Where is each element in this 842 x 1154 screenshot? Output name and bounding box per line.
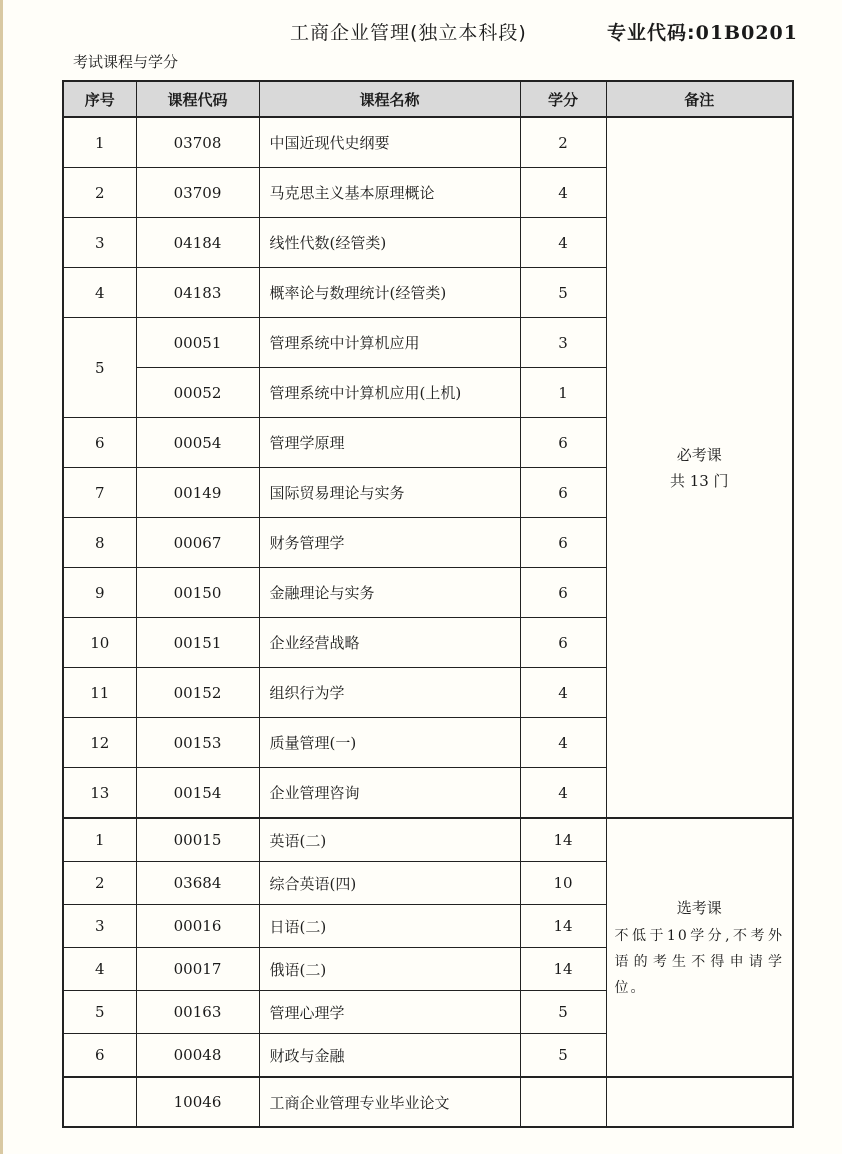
row-credit: 6 <box>520 468 606 518</box>
row-credit: 4 <box>520 768 606 819</box>
required-remark <box>606 117 793 818</box>
row-credit: 14 <box>520 905 606 948</box>
row-no: 7 <box>63 468 136 518</box>
table-row <box>63 117 793 168</box>
row-code: 00150 <box>136 568 259 618</box>
row-credit: 4 <box>520 718 606 768</box>
row-code: 00067 <box>136 518 259 568</box>
row-code: 03709 <box>136 168 259 218</box>
row-credit: 4 <box>520 168 606 218</box>
row-code: 00152 <box>136 668 259 718</box>
row-name: 管理学原理 <box>259 418 520 468</box>
row-credit: 6 <box>520 518 606 568</box>
page-edge <box>0 0 3 1154</box>
row-name: 国际贸易理论与实务 <box>259 468 520 518</box>
row-credit: 1 <box>520 368 606 418</box>
row-name: 概率论与数理统计(经管类) <box>259 268 520 318</box>
required-remark-line2: 共 13 门 <box>669 471 729 490</box>
row-name: 线性代数(经管类) <box>259 218 520 268</box>
row-name: 组织行为学 <box>259 668 520 718</box>
row-credit: 4 <box>520 218 606 268</box>
elective-remark <box>606 818 793 1077</box>
row-code: 03708 <box>136 117 259 168</box>
row-credit: 14 <box>520 818 606 862</box>
page-title: 工商企业管理(独立本科段) <box>290 22 527 44</box>
major-code-label: 专业代码: <box>607 22 696 44</box>
row-name: 日语(二) <box>259 905 520 948</box>
row-no: 13 <box>63 768 136 819</box>
col-header-remark: 备注 <box>606 81 793 117</box>
row-code: 00051 <box>136 318 259 368</box>
row-no: 3 <box>63 218 136 268</box>
row-code: 00151 <box>136 618 259 668</box>
row-name: 俄语(二) <box>259 948 520 991</box>
row-code: 00054 <box>136 418 259 468</box>
row-name: 财务管理学 <box>259 518 520 568</box>
row-name: 企业管理咨询 <box>259 768 520 819</box>
page-header <box>0 16 842 52</box>
course-table <box>62 80 794 1128</box>
row-credit: 6 <box>520 568 606 618</box>
row-code: 04184 <box>136 218 259 268</box>
section-subtitle: 考试课程与学分 <box>73 53 179 71</box>
row-name: 工商企业管理专业毕业论文 <box>259 1077 520 1127</box>
row-no <box>63 1077 136 1127</box>
row-no: 2 <box>63 862 136 905</box>
row-credit: 10 <box>520 862 606 905</box>
row-no: 5 <box>63 318 136 418</box>
elective-remark-note: 不低于10学分,不考外语的考生不得申请学位。 <box>614 927 784 996</box>
row-no: 5 <box>63 991 136 1034</box>
row-credit: 5 <box>520 991 606 1034</box>
row-credit <box>520 1077 606 1127</box>
row-name: 金融理论与实务 <box>259 568 520 618</box>
row-no: 1 <box>63 117 136 168</box>
row-code: 00154 <box>136 768 259 819</box>
row-remark <box>606 1077 793 1127</box>
row-credit: 2 <box>520 117 606 168</box>
row-code: 03684 <box>136 862 259 905</box>
row-credit: 5 <box>520 1034 606 1078</box>
row-no: 4 <box>63 948 136 991</box>
row-no: 8 <box>63 518 136 568</box>
col-header-no: 序号 <box>63 81 136 117</box>
col-header-code: 课程代码 <box>136 81 259 117</box>
col-header-credit: 学分 <box>520 81 606 117</box>
row-name: 企业经营战略 <box>259 618 520 668</box>
row-code: 00048 <box>136 1034 259 1078</box>
row-no: 1 <box>63 818 136 862</box>
row-name: 中国近现代史纲要 <box>259 117 520 168</box>
row-code: 04183 <box>136 268 259 318</box>
col-header-name: 课程名称 <box>259 81 520 117</box>
row-code: 00015 <box>136 818 259 862</box>
table-row <box>63 818 793 862</box>
row-credit: 14 <box>520 948 606 991</box>
elective-remark-title: 选考课 <box>676 898 722 917</box>
row-name: 马克思主义基本原理概论 <box>259 168 520 218</box>
row-no: 10 <box>63 618 136 668</box>
row-no: 4 <box>63 268 136 318</box>
major-code-value: 01B0201 <box>695 22 798 44</box>
row-no: 12 <box>63 718 136 768</box>
row-no: 9 <box>63 568 136 618</box>
table-header-row <box>63 81 793 117</box>
row-credit: 4 <box>520 668 606 718</box>
row-no: 11 <box>63 668 136 718</box>
row-code: 00017 <box>136 948 259 991</box>
row-code: 00016 <box>136 905 259 948</box>
row-no: 2 <box>63 168 136 218</box>
row-no: 3 <box>63 905 136 948</box>
row-code: 00163 <box>136 991 259 1034</box>
row-name: 管理心理学 <box>259 991 520 1034</box>
row-credit: 6 <box>520 618 606 668</box>
row-no: 6 <box>63 1034 136 1078</box>
row-name: 管理系统中计算机应用(上机) <box>259 368 520 418</box>
table-row-thesis <box>63 1077 793 1127</box>
required-remark-line1: 必考课 <box>676 445 722 464</box>
row-credit: 3 <box>520 318 606 368</box>
row-name: 管理系统中计算机应用 <box>259 318 520 368</box>
row-code: 00153 <box>136 718 259 768</box>
row-name: 质量管理(一) <box>259 718 520 768</box>
row-name: 综合英语(四) <box>259 862 520 905</box>
row-code: 00052 <box>136 368 259 418</box>
row-code: 10046 <box>136 1077 259 1127</box>
row-name: 财政与金融 <box>259 1034 520 1078</box>
row-name: 英语(二) <box>259 818 520 862</box>
row-credit: 6 <box>520 418 606 468</box>
row-no: 6 <box>63 418 136 468</box>
row-credit: 5 <box>520 268 606 318</box>
row-code: 00149 <box>136 468 259 518</box>
major-code <box>607 18 798 45</box>
